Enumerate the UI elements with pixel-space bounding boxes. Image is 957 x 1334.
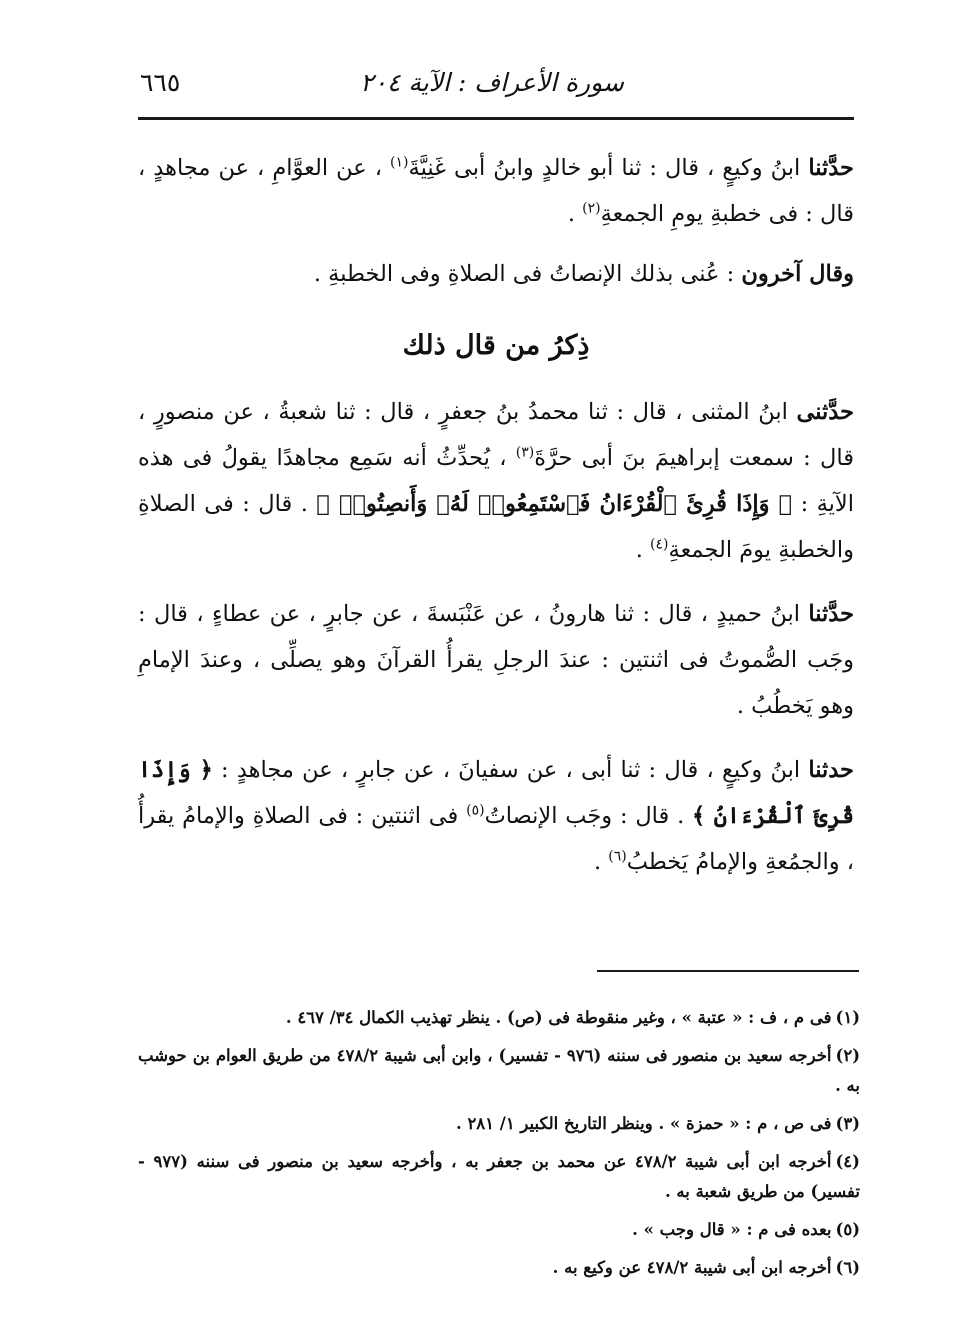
footnote-number: (٤) [835,1152,860,1171]
footnote-1 [138,1003,860,1033]
paragraph-text: ، يُحدِّثُ أنه سَمِع مجاهدًا يقولُ فى هذه الآيةِ : [138,445,855,517]
paragraph-text: ابنُ المثنى ، قال : ثنا محمدُ بنُ جعفرٍ ، قال : ثنا شعبةُ ، عن منصورٍ ، قال : سمعت إبراهيمَ بنَ أبى حرَّةَ [138,399,854,471]
paragraph-2 [138,251,854,297]
paragraph-lead: حدَّثنا [808,155,854,181]
running-title: سورة الأعراف : الآية ٢٠٤ [360,68,624,97]
footnote-5 [138,1215,860,1245]
paragraph-lead: حدَّثنى [796,399,854,425]
paragraph-text: ابنُ وكيعٍ ، قال : ثنا أبو خالدٍ وابنُ أبى غَنِيَّةَ [408,155,809,181]
header-divider [138,117,854,120]
footnote-3 [138,1109,860,1139]
paragraph-3 [138,389,854,573]
main-text [138,145,854,885]
paragraph-text: . [593,849,609,875]
footnote-reference: (٣) [515,444,535,461]
footnote-number: (١) [835,1008,860,1027]
footnote-reference: (٢) [582,200,601,217]
paragraph-lead: حدثنا [808,757,854,783]
footnote-text: أخرجه ابن أبى شيبة ٤٧٨/٢ عن محمد بن جعفر به ، وأخرجه سعيد بن منصور فى سننه (٩٧٧ - تفسير) من طريق شعبة به . [138,1152,860,1201]
quran-quote: ﴿ وَإِذَا قُرِئَ ٱلْقُرْءَانُ ﴾ [138,757,855,829]
paragraph-lead: وقال آخرون [741,261,854,287]
footnote-6 [138,1253,860,1283]
footnote-text: أخرجه سعيد بن منصور فى سننه (٩٧٦ - تفسير) ، وابن أبى شيبة ٤٧٨/٢ من طريق العوام بن حوشب به . [138,1046,860,1095]
paragraph-text: . قال : فى الصلاةِ والخطبةِ يومَ الجمعةِ [138,491,854,563]
paragraph-text: ابنُ حميدٍ ، قال : ثنا هارونُ ، عن عَنْبَسةَ ، عن جابرٍ ، عن عطاءٍ ، قال : وجَب الصُّموتُ فى اثنتين : عندَ الرجلِ يقرأُ القرآنَ وهو يصلِّى ، وعندَ الإمامِ وهو يَخطُبُ . [138,601,854,719]
footnote-reference: (٥) [466,802,485,819]
footnote-text: أخرجه ابن أبى شيبة ٤٧٨/٢ عن وكيع به . [552,1258,832,1277]
paragraph-text: ابنُ وكيعٍ ، قال : ثنا أبى ، عن سفيانَ ، عن جابرٍ ، عن مجاهدٍ : [212,757,809,783]
footnote-text: فى م ، ف : « عتبة » ، وغير منقوطة فى (ص) . ينظر تهذيب الكمال ٣٤/ ٤٦٧ . [285,1008,832,1027]
footnote-number: (٦) [835,1258,860,1277]
quran-quote: ﴿ وَإِذَا قُرِئَ ٱلْقُرْءَانُ فَٱسْتَمِعُوا۟ لَهُۥ وَأَنصِتُوا۟ ﴾ [316,491,793,517]
paragraph-5 [138,747,854,885]
paragraph-text: فى اثنتين : فى الصلاةِ والإمامُ يقرأُ ، والجمُعةِ والإمامُ يَخطبُ [138,803,854,875]
page-header [138,62,854,106]
footnotes [138,1003,860,1291]
paragraph-text: : عُنى بذلك الإنصاتُ فى الصلاةِ وفى الخطبةِ . [313,261,742,287]
footnote-reference: (٦) [608,848,627,865]
page-number: ٦٦٥ [140,68,181,97]
paragraph-text: ، عن العوَّامِ ، عن مجاهدٍ ، قال : فى خطبةِ يومِ الجمعةِ [138,155,854,227]
paragraph-text: . [567,201,583,227]
footnote-number: (٢) [835,1046,860,1065]
section-heading: ذِكرُ من قال ذلك [402,330,590,361]
footnote-text: فى ص ، م : « حمزة » . وينظر التاريخ الكبير ١/ ٢٨١ . [455,1114,832,1133]
footnote-reference: (٤) [650,536,669,553]
paragraph-text: . قال : وجَب الإنصاتُ [484,803,693,829]
paragraph-lead: حدَّثنا [808,601,855,627]
footnote-number: (٣) [835,1114,860,1133]
footnote-divider [597,970,859,972]
footnote-4 [138,1147,860,1207]
paragraph-4 [138,591,854,729]
footnote-reference: (١) [390,154,409,171]
footnote-2 [138,1041,860,1101]
footnote-number: (٥) [835,1220,860,1239]
paragraph-text: . [635,537,651,563]
paragraph-1 [138,145,854,237]
footnote-text: بعده فى م : « قال وجب » . [632,1220,832,1239]
